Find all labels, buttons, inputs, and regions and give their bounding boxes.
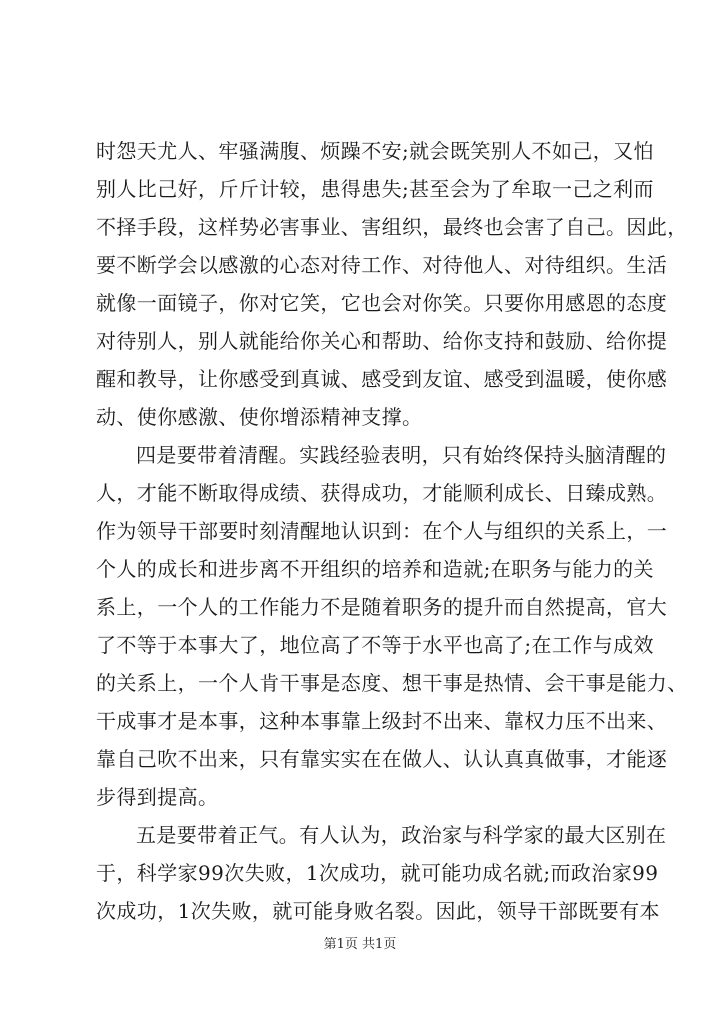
text-line: 了不等于本事大了，地位高了不等于水平也高了;在工作与成效 [96,633,654,657]
paragraph-start-line: 五是要带着正气。有人认为，政治家与科学家的最大区别在 [136,823,667,847]
text-line: 步得到提高。 [96,785,219,809]
text-line: 系上，一个人的工作能力不是随着职务的提升而自然提高，官大 [96,595,668,619]
text-line: 动、使你感激、使你增添精神支撑。 [96,405,423,429]
text-line: 要不断学会以感激的心态对待工作、对待他人、对待组织。生活 [96,253,668,277]
text-line: 就像一面镜子，你对它笑，它也会对你笑。只要你用感恩的态度 [96,291,668,315]
text-line: 的关系上，一个人肯干事是态度、想干事是热情、会干事是能力、 [96,671,688,695]
text-line: 于，科学家99次失败，1次成功，就可能功成名就;而政治家99 [96,861,659,885]
text-line: 个人的成长和进步离不开组织的培养和造就;在职务与能力的关 [96,557,654,581]
text-line: 人，才能不断取得成绩、获得成功，才能顺利成长、日臻成熟。 [96,481,668,505]
text-line: 别人比己好，斤斤计较，患得患失;甚至会为了牟取一己之利而 [96,177,654,201]
text-line: 作为领导干部要时刻清醒地认识到：在个人与组织的关系上，一 [96,519,668,543]
text-line: 醒和教导，让你感受到真诚、感受到友谊、感受到温暖，使你感 [96,367,668,391]
text-line: 靠自己吹不出来，只有靠实实在在做人、认认真真做事，才能逐 [96,747,668,771]
document-body [96,132,688,930]
page-number-footer: 第1页 共1页 [323,937,397,952]
text-line: 次成功，1次失败，就可能身败名裂。因此，领导干部既要有本 [96,899,660,923]
text-line: 时怨天尤人、牢骚满腹、烦躁不安;就会既笑别人不如己，又怕 [96,139,654,163]
paragraph-start-line: 四是要带着清醒。实践经验表明，只有始终保持头脑清醒的 [136,443,667,467]
text-line: 对待别人，别人就能给你关心和帮助、给你支持和鼓励、给你提 [96,329,668,353]
text-line: 不择手段，这样势必害事业、害组织，最终也会害了自己。因此， [96,215,688,239]
text-line: 干成事才是本事，这种本事靠上级封不出来、靠权力压不出来、 [96,709,668,733]
